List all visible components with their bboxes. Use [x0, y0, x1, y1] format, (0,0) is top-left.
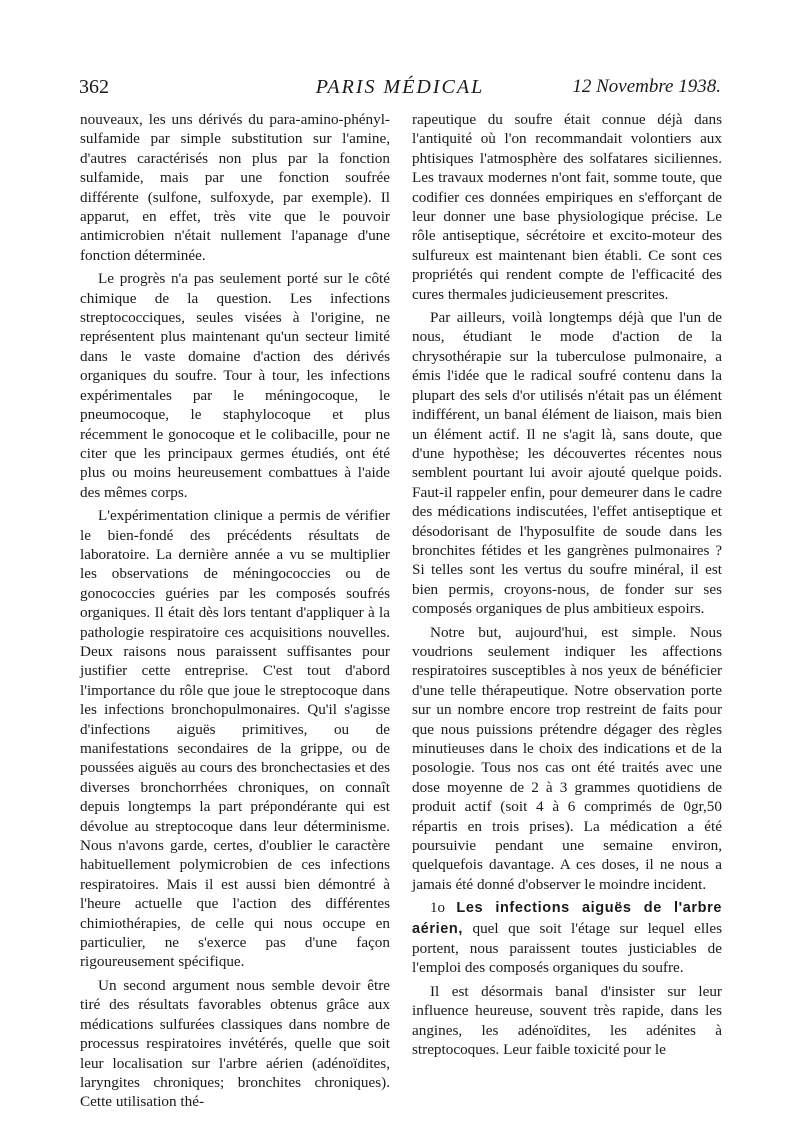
section-paragraph	[412, 898, 722, 978]
page-header	[79, 76, 721, 106]
paragraph: Notre but, aujourd'hui, est simple. Nous voudrions seulement indiquer les affections respiratoires susceptibles à nos yeux de bénéficier d'une telle thérapeutique. Notre observation porte sur un nombre encore trop restreint de faits pour que nous puissions prétendre dégager des règles minutieuses dans le choix des indications et de la posologie. Tous nos cas ont été traités avec une dose moyenne de 2 à 3 grammes quotidiens de produit actif (soit 4 à 6 comprimés de 0gr,50 répartis en trois prises). La médication a été poursuivie pendant une semaine environ, quelquefois davantage. A ces doses, il ne nous a jamais été donné d'observer le moindre incident.	[412, 623, 722, 893]
paragraph: nouveaux, les uns dérivés du para-amino-phényl-sulfamide par simple substitution sur l'amine, d'autres caractérisés non plus par la fonction sulfamide, mais par une fonction soufrée différente (sulfone, sulfoxyde, par exemple). Il apparut, en effet, très vite que le pouvoir antimicrobien n'était nullement l'apanage d'une fonction déterminée.	[80, 111, 390, 264]
section-heading: Les infections aiguës de l'arbre aérien,	[412, 900, 722, 937]
page-number: 362	[79, 76, 109, 98]
paragraph: Le progrès n'a pas seulement porté sur le côté chimique de la question. Les infections streptococciques, seules visées à l'origine, ne représentent plus maintenant qu'un secteur limité dans le vaste domaine d'action des dérivés organiques du soufre. Tour à tour, les infections expérimentales par le méningocoque, le pneumocoque, le staphylocoque et plus récemment le gonocoque et le colibacille, pour ne citer que les principaux germes étudiés, ont été plus ou moins heureusement combattues à l'aide des mêmes corps.	[80, 270, 390, 501]
paragraph: rapeutique du soufre était connue déjà dans l'antiquité où l'on recommandait volontiers aux phtisiques l'atmosphère des solfatares siciliennes. Les travaux modernes n'ont fait, somme toute, que codifier ces données empiriques en s'efforçant de leur donner une base physiologique précise. Le rôle antiseptique, sécrétoire et excito-moteur des sulfureux est maintenant bien établi. Ce sont ces propriétés qui rendent compte de l'efficacité des cures thermales judicieusement prescrites.	[412, 111, 722, 303]
paragraph: Par ailleurs, voilà longtemps déjà que l'un de nous, étudiant le mode d'action de la chrysothérapie sur la tuberculose pulmonaire, a émis l'idée que le radical soufré contenu dans la plupart des sels d'or utilisés n'était pas un élément indifférent, un banal élément de liaison, mais bien un élément actif. Il ne s'agit là, sans doute, que d'une hypothèse; les découvertes récentes nous semblent pourtant lui avoir ajouté quelque poids. Faut-il rappeler enfin, pour demeurer dans le cadre des médications indiscutées, l'effet antiseptique et désodorisant de l'hyposulfite de soude dans les bronchites fétides et les gangrènes pulmonaires ? Si telles sont les vertus du soufre minéral, il est bien permis, croyons-nous, de fonder sur ses composés organiques de plus ambitieux espoirs.	[412, 309, 722, 618]
right-column	[412, 110, 722, 1064]
journal-title: PARIS MÉDICAL	[315, 76, 485, 98]
section-number: 1o	[430, 900, 445, 917]
left-column	[80, 110, 390, 1116]
issue-date: 12 Novembre 1938.	[572, 76, 721, 97]
paragraph: Il est désormais banal d'insister sur leur influence heureuse, souvent très rapide, dans les angines, les adénoïdites, les adénites à streptocoques. Leur faible toxicité pour le	[412, 982, 722, 1059]
paragraph: Un second argument nous semble devoir être tiré des résultats favorables obtenus grâce aux médications sulfurées classiques dans nombre de processus respiratoires invétérés, quelle que soit leur localisation sur l'arbre aérien (adénoïdites, laryngites chroniques; bronchites chroniques). Cette utilisation thé-	[80, 976, 390, 1111]
section-text: quel que soit l'étage sur lequel elles portent, nous paraissent toutes justiciables de l'emploi des composés organiques du soufre.	[412, 919, 723, 977]
paragraph: L'expérimentation clinique a permis de vérifier le bien-fondé des précédents résultats de laboratoire. La dernière année a vu se multiplier les observations de méningococcies ou de gonococcies guéries par les composés soufrés organiques. Il était dès lors tentant d'appliquer à la pathologie respiratoire ces acquisitions nouvelles. Deux raisons nous paraissent suffisantes pour justifier cette entreprise. C'est tout d'abord l'importance du rôle que joue le streptocoque dans les infections bronchopulmonaires. Qu'il s'agisse d'infections aiguës primitives, ou de manifestations secondaires de la grippe, ou de poussées aiguës au cours des bronchectasies et des diverses bronchorrhées chroniques, on connaît depuis longtemps la part prépondérante qui est dévolue au streptocoque dans leur déterminisme. Nous n'avons garde, certes, d'oublier le caractère habituellement polymicrobien de ces infections respiratoires. Mais il est aussi bien démontré à l'heure actuelle que l'action des différentes chimiothérapies, de celle qui nous occupe en particulier, ne s'exerce pas d'une façon rigoureusement spécifique.	[80, 507, 390, 971]
